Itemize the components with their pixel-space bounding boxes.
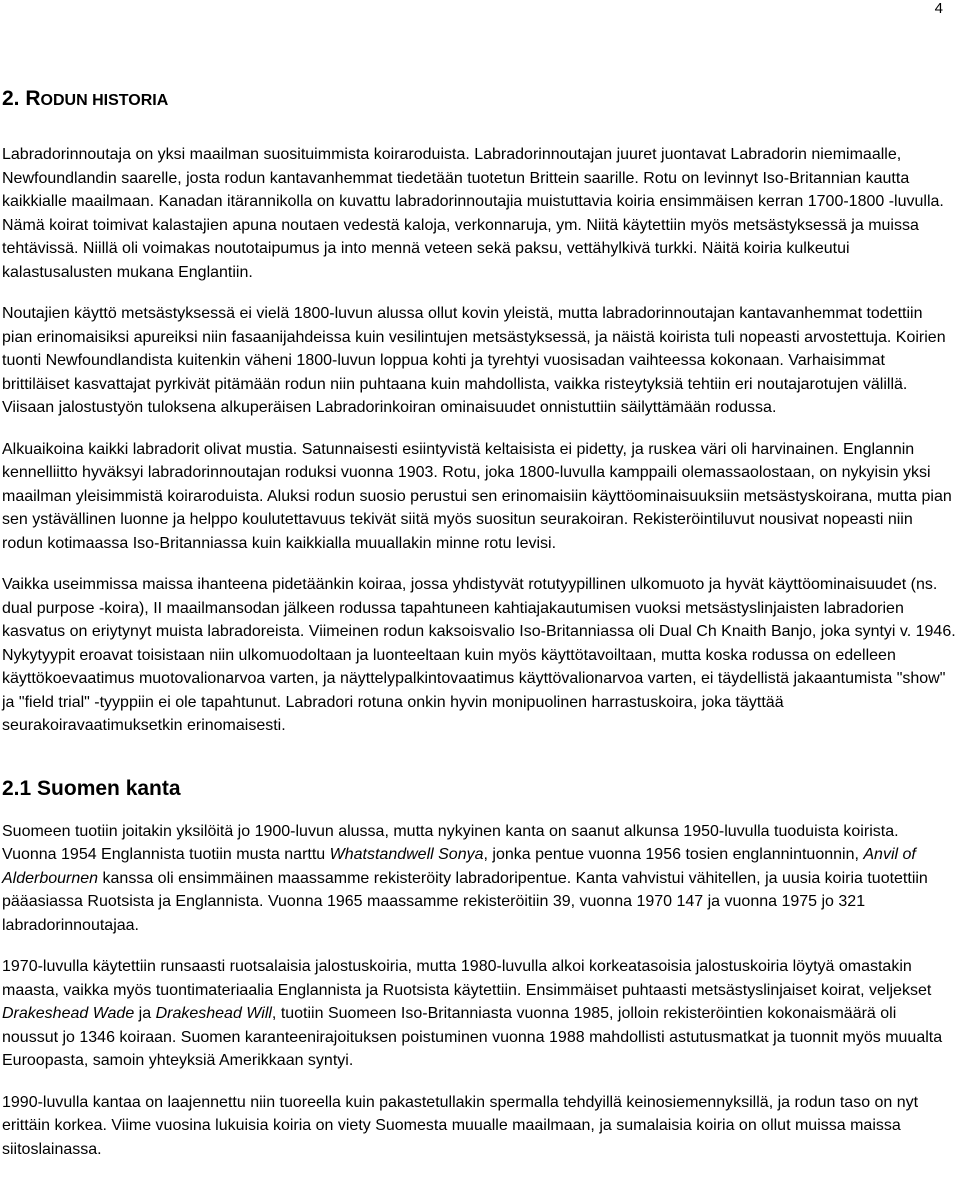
italic-name: Drakeshead Wade xyxy=(2,1005,135,1022)
paragraph xyxy=(2,820,956,938)
section-paragraphs xyxy=(2,820,956,1162)
paragraph xyxy=(2,302,956,420)
document-body xyxy=(2,84,956,1179)
paragraph xyxy=(2,438,956,556)
text-run: Vaikka useimmissa maissa ihanteena pidetäänkin koiraa, jossa yhdistyvät rotutyypillinen ulkomuoto ja hyvät käyttöominaisuudet (ns. dual purpose -koira), II maailmansodan jälkeen rodussa tapahtuneen kahtiajakautumisen vuoksi metsästyslinjaisten labradorien kasvatus on eriytynyt muista labradoreista. Viimeinen rodun kaksoisvalio Iso-Britanniassa oli Dual Ch Knaith Banjo, joka syntyi v. 1946. Nykytyypit eroavat toisistaan niin ulkomuodoltaan ja luonteeltaan kuin myös käyttötavoiltaan, mutta koska rodussa on edelleen käyttökoevaatimus muotovalionarvoa varten, ja näyttelypalkintovaatimus käyttövalionarvoa varten, ei täydellistä jakaantumista "show" ja "field trial" -tyyppiin ei ole tapahtunut. Labradori rotuna onkin hyvin monipuolinen harrastuskoira, joka täyttää seurakoiravaatimuksetkin erinomaisesti. xyxy=(2,576,956,734)
paragraph xyxy=(2,1091,956,1162)
italic-name: Anvil of Alderbournen xyxy=(2,846,916,887)
chapter-number: 2. xyxy=(2,87,20,110)
chapter-title-initial: R xyxy=(25,87,41,110)
italic-name: Drakeshead Will xyxy=(155,1005,272,1022)
section-heading: 2.1 Suomen kanta xyxy=(2,776,181,800)
paragraph xyxy=(2,955,956,1073)
text-run: kanssa oli ensimmäinen maassamme rekisteröity labradoripentue. Kanta vahvistui vähitellen, ja uusia koiria tuotettiin pääasiassa Ruotsista ja Englannista. Vuonna 1965 maassamme rekisteröitiin 39, vuonna 1970 147 ja vuonna 1975 jo 321 labradorinnoutajaa. xyxy=(2,869,928,934)
text-run: 1970-luvulla käytettiin runsaasti ruotsalaisia jalostuskoiria, mutta 1980-luvulla alkoi korkeatasoisia jalostuskoiria löytyä omastakin maasta, vaikka myös tuontimateriaalia Englannista ja Ruotsista käytettiin. Ensimmäiset puhtaasti metsästyslinjaiset koirat, veljekset xyxy=(2,958,932,999)
paragraph xyxy=(2,573,956,738)
text-run: Labradorinnoutaja on yksi maailman suosituimmista koiraroduista. Labradorinnoutajan juuret juontavat Labradorin niemimaalle, Newfoundlandin saarelle, josta rodun kantavanhemmat tiedetään tuotetun Brittein saarille. Rotu on levinnyt Iso-Britannian kautta kaikkialle maailmaan. Kanadan itärannikolla on kuvattu labradorinnoutajia muistuttavia koiria ensimmäisen kerran 1700-1800 -luvulla. Nämä koirat toimivat kalastajien apuna noutaen vedestä kaloja, verkonnaruja, ym. Niitä käytettiin myös metsästyksessä ja muissa tehtävissä. Niillä oli voimakas noutotaipumus ja into mennä veteen sekä paksu, vettähylkivä turkki. Näitä koiria kulkeutui kalastusalusten mukana Englantiin. xyxy=(2,146,944,281)
text-run: 1990-luvulla kantaa on laajennettu niin tuoreella kuin pakastetullakin spermalla tehdyillä keinosiemennyksillä, ja rodun taso on nyt erittäin korkea. Viime vuosina lukuisia koiria on viety Suomesta muualle maailmaan, ja sumalaisia koiria on ollut muissa maissa siitoslainassa. xyxy=(2,1093,919,1158)
text-run: Alkuaikoina kaikki labradorit olivat mustia. Satunnaisesti esiintyvistä keltaisista ei pidetty, ja ruskea väri oli harvinainen. Englannin kennelliitto hyväksyi labradorinnoutajan roduksi vuonna 1903. Rotu, joka 1800-luvulla kamppaili olemassaolostaan, on nykyisin yksi maailman yleisimmistä koiraroduista. Aluksi rodun suosio perustui sen erinomaisiin käyttöominaisuuksiin metsästyskoirana, mutta pian sen ystävällinen luonne ja helppo koulutettavuus tekivät siitä myös suositun seurakoiran. Rekisteröintiluvut nousivat nopeasti niin rodun kotimaassa Iso-Britanniassa kuin kaikkialla muuallakin minne rotu levisi. xyxy=(2,440,952,552)
chapter-paragraphs xyxy=(2,143,956,738)
paragraph xyxy=(2,143,956,284)
text-run: Suomeen tuotiin joitakin yksilöitä jo 1900-luvun alussa, mutta nykyinen kanta on saanut alkunsa 1950-luvulla tuoduista koirista. Vuonna 1954 Englannista tuotiin musta narttu xyxy=(2,822,899,863)
text-run: Noutajien käyttö metsästyksessä ei vielä 1800-luvun alussa ollut kovin yleistä, mutta labradorinnoutajan kantavanhemmat todettiin pian erinomaisiksi apureiksi niin fasaanijahdeissa kuin vesilintujen metsästyksessä, ja näistä koirista tuli nopeasti arvostettuja. Koirien tuonti Newfoundlandista kuitenkin väheni 1800-luvun loppua kohti ja tyrehtyi vuosisadan vaihteessa kokonaan. Varhaisimmat brittiläiset kasvattajat pyrkivät pitämään rodun niin puhtaana kuin mahdollista, vaikka risteytyksiä tehtiin eri noutajarotujen välillä. Viisaan jalostustyön tuloksena alkuperäisen Labradorinkoiran ominaisuudet onnistuttiin säilyttämään rodussa. xyxy=(2,305,946,416)
text-run: , tuotiin Suomeen Iso-Britanniasta vuonna 1985, jolloin rekisteröintien kokonaismäärä oli noussut jo 1346 koiraan. Suomen karanteenirajoituksen poistuminen vuonna 1988 mahdollisti astutusmatkat ja tuonnit myös muualta Euroopasta, samoin yhteyksiä Amerikkaan syntyi. xyxy=(2,1005,943,1069)
italic-name: Whatstandwell Sonya xyxy=(329,846,484,863)
chapter-title-rest: ODUN HISTORIA xyxy=(40,92,169,109)
page-number: 4 xyxy=(934,0,943,17)
text-run: ja xyxy=(134,1005,156,1022)
text-run: , jonka pentue vuonna 1956 tosien englannintuonnin, xyxy=(483,846,864,863)
chapter-heading xyxy=(2,84,956,116)
